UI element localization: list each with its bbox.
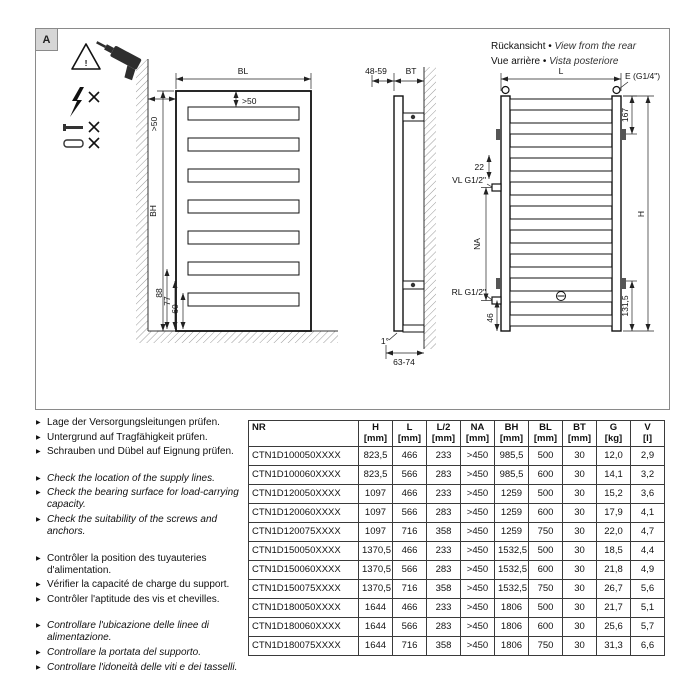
value-cell: 22,0	[597, 522, 631, 541]
spec-table-body	[249, 446, 665, 655]
model-number-cell: CTN1D100050XXXX	[249, 446, 359, 465]
value-cell: 985,5	[495, 465, 529, 484]
table-row	[249, 617, 665, 636]
radiator-side-profile	[394, 96, 403, 331]
dim-167-label: 167	[620, 107, 630, 123]
value-cell: 25,6	[597, 617, 631, 636]
dim-clearance-top-label: >50	[242, 96, 257, 106]
value-cell: 566	[393, 617, 427, 636]
note-item	[36, 446, 244, 458]
value-cell: 1370,5	[359, 541, 393, 560]
value-cell: 3,6	[631, 484, 665, 503]
column-header: BH [mm]	[495, 421, 529, 447]
table-row	[249, 636, 665, 655]
dim-na-label: NA	[472, 238, 482, 250]
value-cell: >450	[461, 579, 495, 598]
value-cell: 358	[427, 579, 461, 598]
notes-german	[36, 417, 244, 459]
table-row	[249, 446, 665, 465]
value-cell: 31,3	[597, 636, 631, 655]
front-view	[63, 37, 338, 343]
cross-icon	[89, 138, 99, 148]
value-cell: >450	[461, 636, 495, 655]
note-text: Check the location of the supply lines.	[47, 472, 215, 484]
value-cell: >450	[461, 503, 495, 522]
screw-icon	[63, 124, 83, 131]
value-cell: 716	[393, 522, 427, 541]
air-vent-plug-icons	[502, 87, 620, 94]
table-row	[249, 598, 665, 617]
model-number-cell: CTN1D120075XXXX	[249, 522, 359, 541]
note-item	[36, 473, 244, 485]
dim-1315-label: 131,5	[620, 295, 630, 317]
model-number-cell: CTN1D150050XXXX	[249, 541, 359, 560]
value-cell: 30	[563, 579, 597, 598]
value-cell: 358	[427, 636, 461, 655]
value-cell: 1259	[495, 503, 529, 522]
value-cell: 823,5	[359, 446, 393, 465]
value-cell: 985,5	[495, 446, 529, 465]
dim-46-label: 46	[485, 313, 495, 323]
value-cell: 14,1	[597, 465, 631, 484]
value-cell: 30	[563, 446, 597, 465]
vent-label: E (G1/4")	[625, 71, 661, 81]
bullet-arrow-icon: ▶	[36, 475, 41, 482]
model-number-cell: CTN1D180050XXXX	[249, 598, 359, 617]
value-cell: >450	[461, 541, 495, 560]
value-cell: 716	[393, 579, 427, 598]
note-text: Check the bearing surface for load-carrying capacity.	[47, 487, 239, 511]
value-cell: 3,2	[631, 465, 665, 484]
column-header: L [mm]	[393, 421, 427, 447]
panel-step-label: A	[35, 28, 58, 51]
wall-hatch-side	[424, 67, 436, 349]
note-item	[36, 432, 244, 444]
column-header: V [l]	[631, 421, 665, 447]
notes-english	[36, 473, 244, 539]
table-header-row	[249, 421, 665, 447]
column-header: NA [mm]	[461, 421, 495, 447]
angle-label: 1°	[380, 336, 390, 346]
model-number-cell: CTN1D150060XXXX	[249, 560, 359, 579]
caption-line-2	[491, 54, 636, 69]
value-cell: 21,8	[597, 560, 631, 579]
note-text: Controllare la portata del supporto.	[47, 647, 201, 659]
bullet-arrow-icon: ▶	[36, 434, 41, 441]
value-cell: 566	[393, 503, 427, 522]
value-cell: 30	[563, 560, 597, 579]
note-item	[36, 662, 244, 674]
dim-na	[481, 188, 492, 301]
value-cell: 12,0	[597, 446, 631, 465]
value-cell: >450	[461, 465, 495, 484]
value-cell: >450	[461, 617, 495, 636]
value-cell: 1370,5	[359, 579, 393, 598]
table-row	[249, 579, 665, 598]
value-cell: 1806	[495, 617, 529, 636]
value-cell: 283	[427, 503, 461, 522]
drill-icon	[88, 37, 143, 81]
value-cell: 1644	[359, 617, 393, 636]
value-cell: 1532,5	[495, 541, 529, 560]
bullet-arrow-icon: ▶	[36, 650, 41, 657]
value-cell: 1644	[359, 598, 393, 617]
value-cell: 750	[529, 579, 563, 598]
value-cell: 500	[529, 541, 563, 560]
value-cell: >450	[461, 522, 495, 541]
anchor-dowel-icon	[64, 140, 83, 147]
value-cell: 358	[427, 522, 461, 541]
note-text: Controllare l'idoneità delle viti e dei tasselli.	[47, 661, 238, 673]
note-item	[36, 620, 244, 644]
value-cell: 1806	[495, 598, 529, 617]
value-cell: 283	[427, 560, 461, 579]
value-cell: 30	[563, 503, 597, 522]
value-cell: 466	[393, 598, 427, 617]
model-number-cell: CTN1D180060XXXX	[249, 617, 359, 636]
value-cell: 30	[563, 636, 597, 655]
value-cell: 15,2	[597, 484, 631, 503]
vent-leader	[619, 82, 628, 89]
value-cell: 233	[427, 541, 461, 560]
dim-bl-label: BL	[237, 66, 249, 76]
caption-fr: Vue arrière	[491, 56, 541, 67]
note-item	[36, 487, 244, 511]
dim-4859-label: 48-59	[365, 66, 387, 76]
column-header-nr: NR	[249, 421, 359, 447]
cross-icon	[89, 92, 99, 102]
value-cell: 30	[563, 541, 597, 560]
model-number-cell: CTN1D120060XXXX	[249, 503, 359, 522]
model-number-cell: CTN1D120050XXXX	[249, 484, 359, 503]
value-cell: 500	[529, 484, 563, 503]
bullet-arrow-icon: ▶	[36, 490, 41, 497]
dim-bt-label: BT	[405, 66, 417, 76]
bullet-arrow-icon: ▶	[36, 449, 41, 456]
column-header: G [kg]	[597, 421, 631, 447]
angle-leader	[389, 333, 397, 340]
value-cell: 600	[529, 560, 563, 579]
value-cell: >450	[461, 484, 495, 503]
dim-bh-label: BH	[148, 205, 158, 217]
spec-table	[248, 420, 665, 656]
bullet-arrow-icon: ▶	[36, 623, 41, 630]
checklist-notes	[36, 417, 244, 688]
value-cell: 750	[529, 636, 563, 655]
rear-view-caption	[491, 39, 636, 69]
dim-88-label: 88	[154, 288, 164, 298]
vl-leader	[487, 184, 492, 187]
table-row	[249, 484, 665, 503]
bullet-arrow-icon: ▶	[36, 582, 41, 589]
value-cell: 600	[529, 617, 563, 636]
note-text: Contrôler l'aptitude des vis et chevilles.	[47, 594, 220, 606]
value-cell: 1097	[359, 484, 393, 503]
drain-symbol-icon	[557, 292, 566, 301]
value-cell: 1259	[495, 522, 529, 541]
caption-separator: •	[545, 41, 555, 52]
note-item	[36, 647, 244, 659]
value-cell: 600	[529, 465, 563, 484]
value-cell: >450	[461, 446, 495, 465]
note-text: Contrôler la position des tuyauteries d'alimentation.	[47, 552, 207, 576]
dim-22-label: 22	[474, 162, 484, 172]
value-cell: 5,6	[631, 579, 665, 598]
model-number-cell: CTN1D180075XXXX	[249, 636, 359, 655]
value-cell: 5,1	[631, 598, 665, 617]
caption-de: Rückansicht	[491, 41, 546, 52]
bullet-arrow-icon: ▶	[36, 555, 41, 562]
value-cell: 823,5	[359, 465, 393, 484]
value-cell: 283	[427, 465, 461, 484]
note-item	[36, 514, 244, 538]
notes-italian	[36, 620, 244, 674]
note-text: Controllare l'ubicazione delle linee di alimentazione.	[47, 620, 210, 644]
value-cell: 30	[563, 598, 597, 617]
dim-60-label: 60	[170, 304, 180, 314]
note-text: Check the suitability of the screws and anchors.	[47, 514, 218, 538]
note-text: Schrauben und Dübel auf Eignung prüfen.	[47, 446, 234, 458]
value-cell: 466	[393, 484, 427, 503]
value-cell: 30	[563, 465, 597, 484]
bullet-arrow-icon: ▶	[36, 664, 41, 671]
value-cell: 466	[393, 446, 427, 465]
rl-leader	[487, 296, 492, 300]
value-cell: 21,7	[597, 598, 631, 617]
value-cell: 233	[427, 598, 461, 617]
table-row	[249, 465, 665, 484]
value-cell: 283	[427, 617, 461, 636]
dim-77-label: 77	[162, 296, 172, 306]
cross-icon	[89, 122, 99, 132]
value-cell: 4,9	[631, 560, 665, 579]
power-line-icon	[70, 87, 84, 117]
column-header: H [mm]	[359, 421, 393, 447]
value-cell: 26,7	[597, 579, 631, 598]
value-cell: 500	[529, 446, 563, 465]
bullet-arrow-icon: ▶	[36, 517, 41, 524]
rear-view	[452, 66, 661, 331]
installation-drawing-panel	[35, 28, 670, 410]
warning-triangle-icon	[72, 44, 100, 69]
side-view	[365, 66, 436, 367]
caption-separator: •	[540, 56, 550, 67]
value-cell: 600	[529, 503, 563, 522]
value-cell: 1370,5	[359, 560, 393, 579]
value-cell: 1532,5	[495, 579, 529, 598]
value-cell: 1644	[359, 636, 393, 655]
value-cell: >450	[461, 598, 495, 617]
value-cell: 30	[563, 522, 597, 541]
model-number-cell: CTN1D100060XXXX	[249, 465, 359, 484]
warning-mark: !	[84, 58, 88, 68]
note-text: Untergrund auf Tragfähigkeit prüfen.	[47, 431, 208, 443]
value-cell: 566	[393, 560, 427, 579]
value-cell: 30	[563, 484, 597, 503]
value-cell: 30	[563, 617, 597, 636]
model-number-cell: CTN1D150075XXXX	[249, 579, 359, 598]
value-cell: 4,7	[631, 522, 665, 541]
value-cell: 2,9	[631, 446, 665, 465]
dim-clearance-side-label: >50	[149, 116, 159, 132]
value-cell: >450	[461, 560, 495, 579]
caption-line-1	[491, 39, 636, 54]
bullet-arrow-icon: ▶	[36, 420, 41, 426]
value-cell: 4,1	[631, 503, 665, 522]
column-header: BT [mm]	[563, 421, 597, 447]
table-row	[249, 503, 665, 522]
value-cell: 466	[393, 541, 427, 560]
value-cell: 1097	[359, 522, 393, 541]
technical-drawing	[36, 29, 669, 409]
table-row	[249, 522, 665, 541]
dim-h-label: H	[636, 210, 646, 218]
vl-label: VL G1/2"	[452, 175, 486, 185]
side-brackets	[403, 113, 424, 332]
value-cell: 716	[393, 636, 427, 655]
table-row	[249, 541, 665, 560]
value-cell: 4,4	[631, 541, 665, 560]
note-text: Vérifier la capacité de charge du support.	[47, 579, 230, 591]
value-cell: 566	[393, 465, 427, 484]
value-cell: 1259	[495, 484, 529, 503]
rl-label: RL G1/2"	[451, 287, 486, 297]
value-cell: 500	[529, 598, 563, 617]
caption-it: Vista posteriore	[549, 56, 619, 67]
note-item	[36, 553, 244, 577]
column-header: L/2 [mm]	[427, 421, 461, 447]
note-item	[36, 417, 244, 429]
value-cell: 750	[529, 522, 563, 541]
rear-left-tube	[501, 96, 510, 331]
table-row	[249, 560, 665, 579]
notes-french	[36, 553, 244, 607]
note-text: Lage der Versorgungsleitungen prüfen.	[47, 417, 220, 428]
caption-en: View from the rear	[554, 41, 637, 52]
value-cell: 18,5	[597, 541, 631, 560]
value-cell: 1806	[495, 636, 529, 655]
value-cell: 233	[427, 484, 461, 503]
value-cell: 233	[427, 446, 461, 465]
dim-l-label: L	[558, 66, 564, 76]
value-cell: 5,7	[631, 617, 665, 636]
value-cell: 1097	[359, 503, 393, 522]
column-header: BL [mm]	[529, 421, 563, 447]
dim-6374-label: 63-74	[393, 357, 415, 367]
value-cell: 1532,5	[495, 560, 529, 579]
bullet-arrow-icon: ▶	[36, 597, 41, 604]
value-cell: 17,9	[597, 503, 631, 522]
note-item	[36, 594, 244, 606]
value-cell: 6,6	[631, 636, 665, 655]
note-item	[36, 579, 244, 591]
